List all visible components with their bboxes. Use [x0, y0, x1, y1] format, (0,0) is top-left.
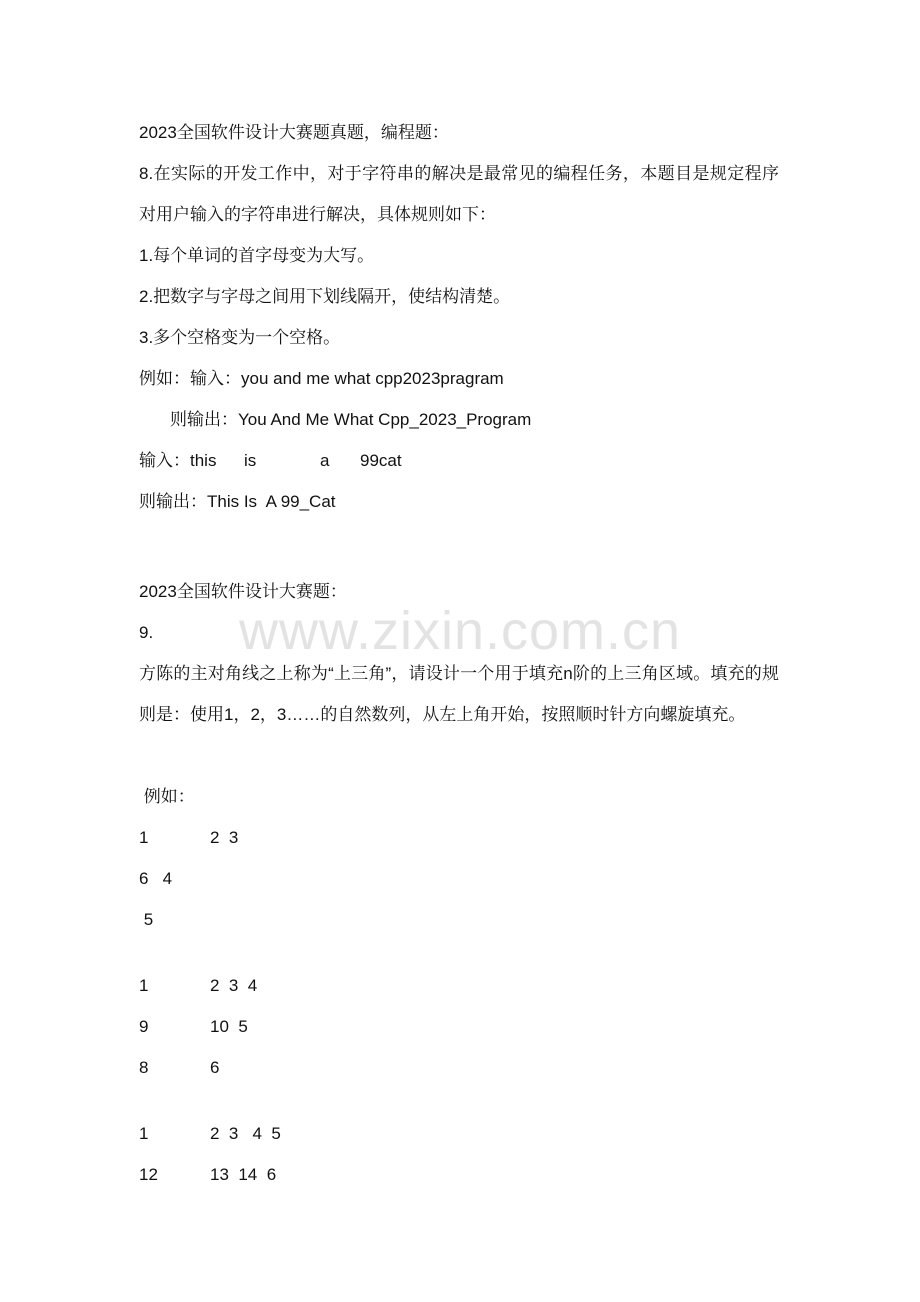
example2-input-word: is [244, 451, 257, 470]
example2-input-word: a [320, 451, 330, 470]
matrix-cell: 6 [210, 1058, 220, 1077]
matrix-cell: 5 [139, 910, 154, 929]
matrix-cell: 1 [139, 1124, 149, 1143]
rule-1: 1.每个单词的首字母变为大写。 [139, 246, 375, 265]
problem-9-text: 方陈的主对角线之上称为“上三角”，请设计一个用于填充n阶的上三角区域。填充的规则是：使用1，2，3……的自然数列，从左上角开始，按照顺时针方向螺旋填充。 [139, 664, 779, 724]
example2-input-word: 99cat [360, 451, 402, 470]
matrix-cell: 2 3 4 5 [210, 1124, 281, 1143]
matrix-cell: 8 [139, 1058, 149, 1077]
matrix-cell: 6 4 [139, 869, 173, 888]
matrix-cell: 2 3 [210, 828, 239, 847]
section2-heading: 2023全国软件设计大赛题： [139, 582, 347, 601]
example1-input: 例如：输入：you and me what cpp2023pragram [139, 369, 504, 388]
matrix-cell: 10 5 [210, 1017, 248, 1036]
matrix-cell: 13 14 6 [210, 1165, 277, 1184]
problem-8-text: 8.在实际的开发工作中，对于字符串的解决是最常见的编程任务，本题目是规定程序对用户输入的字符串进行解决，具体规则如下： [139, 164, 779, 224]
matrix-cell: 1 [139, 828, 149, 847]
matrix-cell: 12 [139, 1165, 158, 1184]
example1-output: 则输出：You And Me What Cpp_2023_Program [170, 410, 532, 429]
example2-input-label: 输入：this [139, 451, 217, 470]
watermark: www.zixin.com.cn [238, 601, 682, 661]
section1-heading: 2023全国软件设计大赛题真题，编程题： [139, 123, 449, 142]
matrix-cell: 9 [139, 1017, 149, 1036]
rule-3: 3.多个空格变为一个空格。 [139, 328, 341, 347]
example2-output: 则输出：This Is A 99_Cat [139, 492, 336, 511]
example-label: 例如： [139, 787, 195, 806]
matrix-cell: 2 3 4 [210, 976, 258, 995]
problem-9-number: 9. [139, 623, 154, 642]
rule-2: 2.把数字与字母之间用下划线隔开，使结构清楚。 [139, 287, 511, 306]
matrix-cell: 1 [139, 976, 149, 995]
